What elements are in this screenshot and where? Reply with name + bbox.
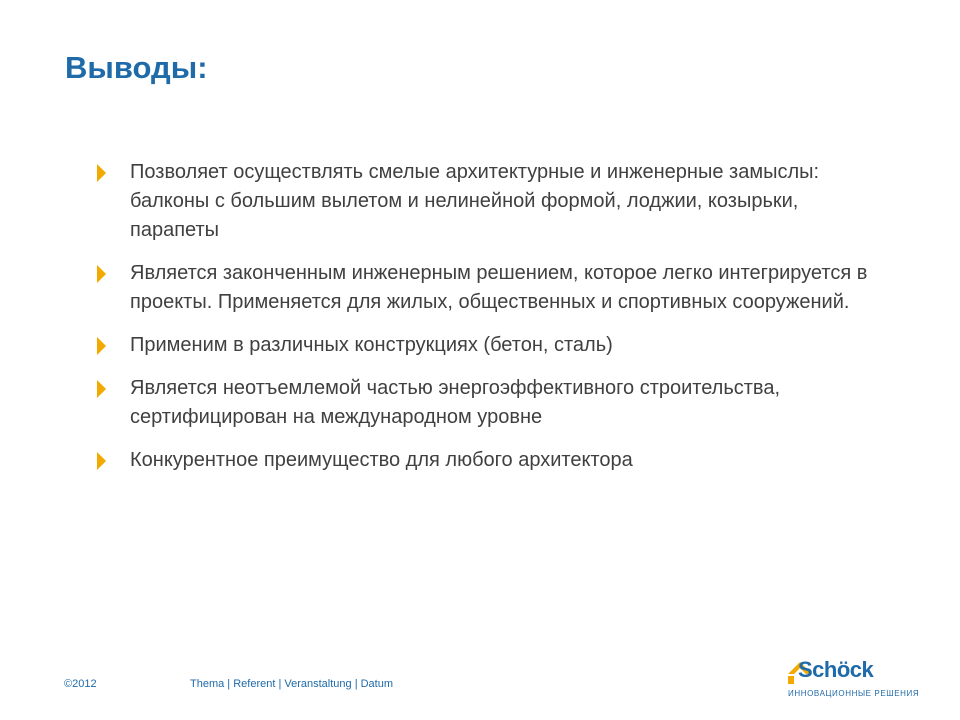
footer-meta: Thema | Referent | Veranstaltung | Datum bbox=[190, 678, 394, 690]
logo-tagline: ИННОВАЦИОННЫЕ РЕШЕНИЯ bbox=[788, 689, 920, 698]
bullet-arrow-icon bbox=[97, 380, 106, 398]
bullet-text: Применим в различных конструкциях (бетон, сталь) bbox=[130, 334, 613, 356]
bullet-item bbox=[92, 374, 892, 432]
bullet-text: Позволяет осуществлять смелые архитектурные и инженерные замыслы: балконы с большим вылетом и нелинейной формой, лоджии, козырьки, парапеты bbox=[130, 161, 820, 241]
bullet-text: Конкурентное преимущество для любого архитектора bbox=[130, 449, 633, 471]
bullet-arrow-icon bbox=[97, 452, 106, 470]
footer-copyright: ©2012 bbox=[64, 678, 97, 690]
bullet-arrow-icon bbox=[97, 164, 106, 182]
bullet-list bbox=[92, 158, 892, 489]
bullet-item bbox=[92, 158, 892, 245]
slide-title: Выводы: bbox=[65, 50, 208, 85]
logo-wordmark: Schöck bbox=[798, 657, 874, 682]
bullet-item bbox=[92, 446, 892, 475]
bullet-item bbox=[92, 259, 892, 317]
bullet-text: Является законченным инженерным решением, которое легко интегрируется в проекты. Применяется для жилых, общественных и спортивных сооружений. bbox=[130, 262, 868, 313]
bullet-arrow-icon bbox=[97, 337, 106, 355]
bullet-arrow-icon bbox=[97, 265, 106, 283]
bullet-item bbox=[92, 331, 892, 360]
bullet-text: Является неотъемлемой частью энергоэффективного строительства, сертифицирован на международном уровне bbox=[130, 377, 780, 428]
company-logo bbox=[786, 654, 920, 704]
